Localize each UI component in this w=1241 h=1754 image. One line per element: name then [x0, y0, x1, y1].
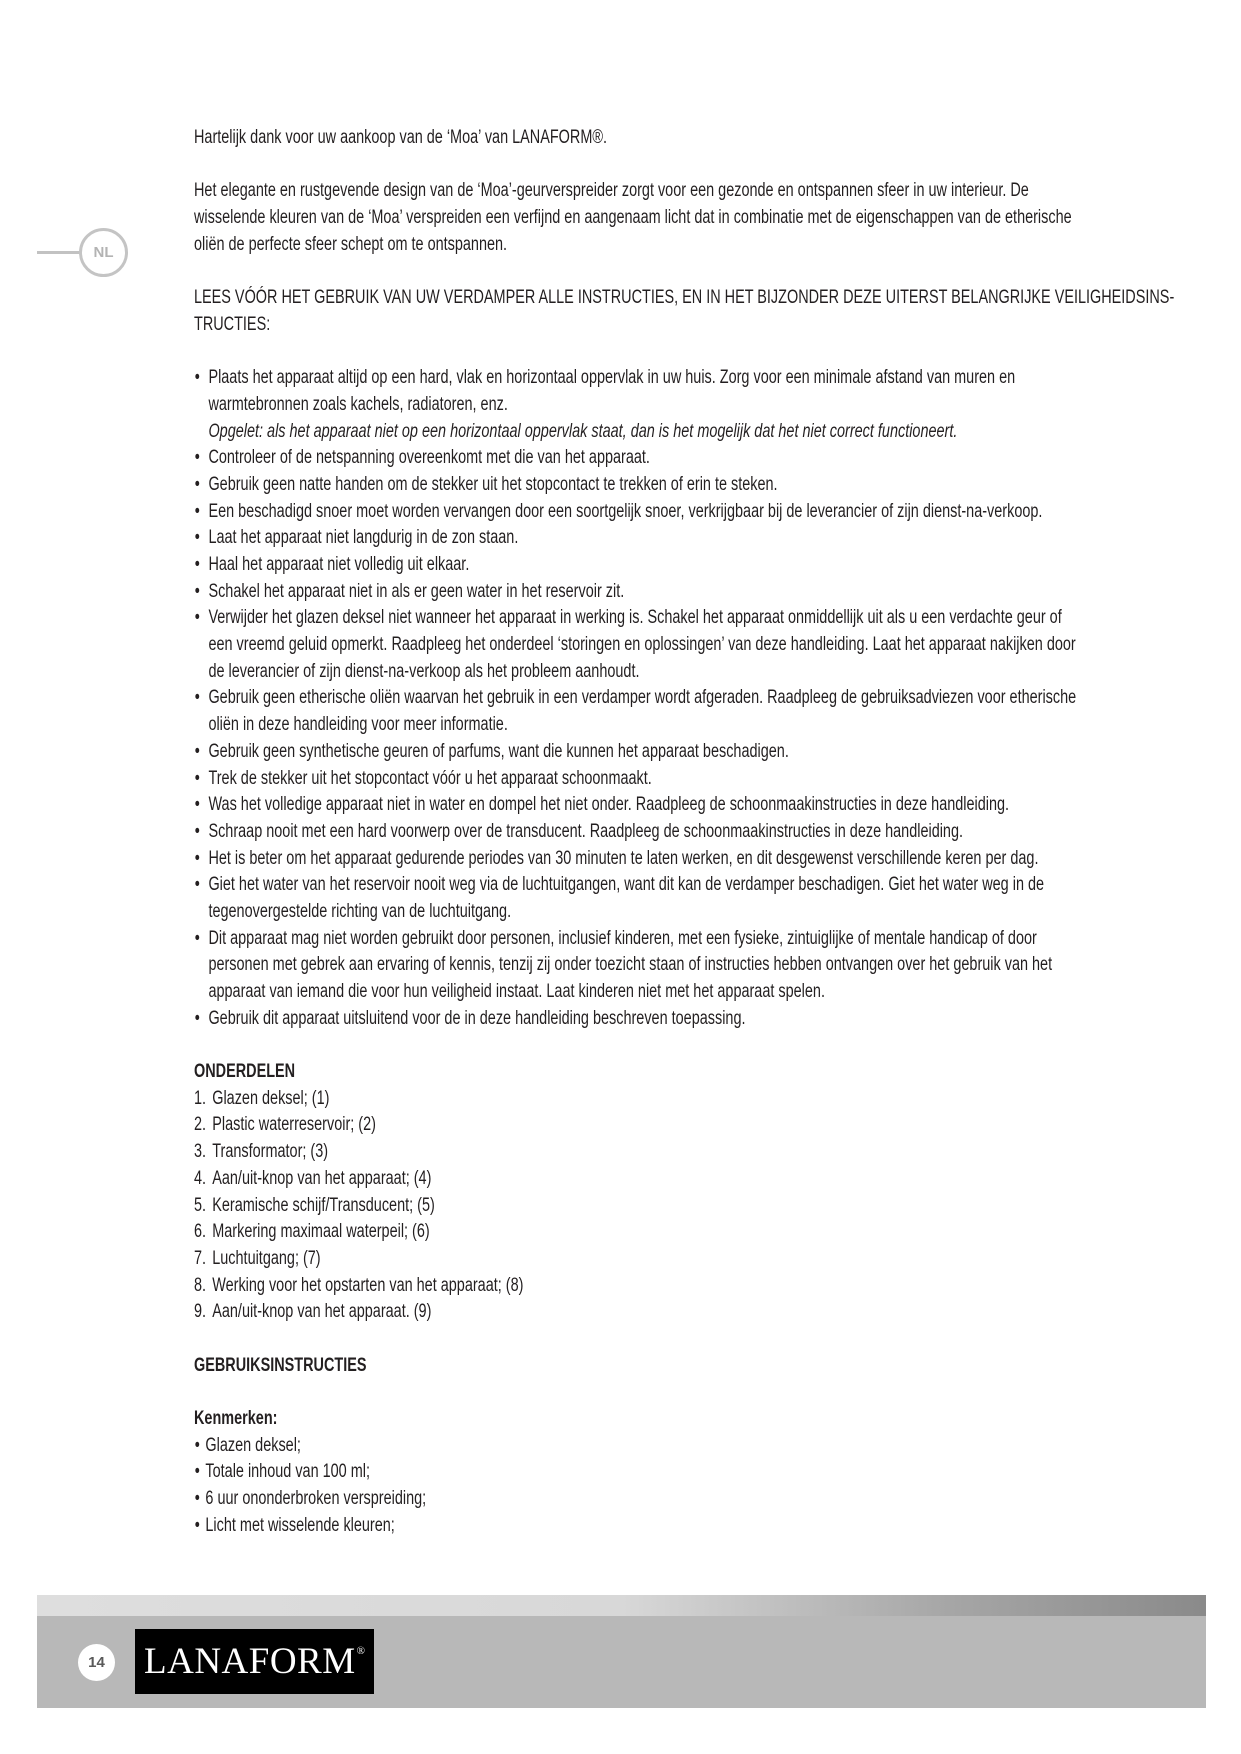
description-paragraph	[194, 178, 1136, 258]
safety-item	[194, 605, 1136, 685]
parts-label: Aan/uit-knop van het apparaat. (9)	[212, 1301, 432, 1323]
intro-text: Hartelijk dank voor uw aankoop van de ‘Moa’ van LANAFORM®.	[194, 127, 608, 148]
description-line: Het elegante en rustgevende design van de ‘Moa’-geurverspreider zorgt voor een gezonde en ontspannen sfeer in uw interieur. De	[194, 180, 1029, 202]
safety-item-line: • Gebruik geen etherische oliën waarvan het gebruik in een verdamper wordt afgeraden. Raadpleeg de gebruiksadviezen voor etherische	[208, 687, 1077, 709]
safety-item-line: • Gebruik geen synthetische geuren of parfums, want die kunnen het apparaat beschadigen.	[208, 740, 789, 762]
safety-item-line: warmtebronnen zoals kachels, radiatoren, enz.	[208, 393, 508, 415]
parts-number: 2.	[194, 1114, 207, 1136]
safety-item	[194, 926, 1136, 1006]
manual-body	[194, 125, 1175, 1539]
safety-item-line: • Schakel het apparaat niet in als er geen water in het reservoir zit.	[208, 580, 625, 602]
safety-item-line: apparaat van iemand die voor hun veiligheid instaat. Laat kinderen niet met het apparaat spelen.	[208, 981, 825, 1002]
safety-item	[194, 685, 1136, 738]
language-label: NL	[93, 244, 114, 261]
parts-number: 7.	[194, 1247, 207, 1269]
safety-heading-line: LEES VÓÓR HET GEBRUIK VAN UW VERDAMPER ALLE INSTRUCTIES, EN IN HET BIJZONDER DEZE UITERST BELANGRIJKE VEILIGHEIDSINS-	[194, 287, 1175, 309]
parts-label: Transformator; (3)	[212, 1141, 329, 1163]
safety-item	[194, 872, 1136, 925]
parts-item	[194, 1166, 1136, 1193]
usage-heading: GEBRUIKSINSTRUCTIES	[194, 1354, 367, 1376]
description-line: oliën de perfecte sfeer schept om te ontspannen.	[194, 233, 508, 255]
parts-item	[194, 1139, 1136, 1166]
safety-item-line: • Gebruik dit apparaat uitsluitend voor de in deze handleiding beschreven toepassing.	[208, 1007, 746, 1029]
page-number-badge	[78, 1644, 115, 1681]
safety-item	[194, 846, 1136, 873]
parts-item	[194, 1246, 1136, 1273]
safety-item	[194, 499, 1136, 526]
feature-item: • 6 uur ononderbroken verspreiding;	[194, 1486, 1136, 1513]
safety-list	[194, 365, 1136, 1032]
parts-number: 1.	[194, 1087, 207, 1109]
safety-item-line: • Een beschadigd snoer moet worden vervangen door een soortgelijk snoer, verkrijgbaar bij de leverancier of zijn dienst-na-verkoop.	[208, 500, 1043, 522]
features-heading: Kenmerken:	[194, 1408, 278, 1429]
safety-item-line: • Verwijder het glazen deksel niet wanneer het apparaat in werking is. Schakel het apparaat onmiddellijk uit als u een verdachte geur of	[208, 607, 1062, 629]
parts-item	[194, 1219, 1136, 1246]
safety-item-line: • Haal het apparaat niet volledig uit elkaar.	[208, 554, 470, 575]
registered-mark: ®	[356, 1645, 365, 1657]
parts-number: 6.	[194, 1221, 207, 1243]
safety-item-line: • Dit apparaat mag niet worden gebruikt door personen, inclusief kinderen, met een fysieke, zintuiglijke of mentale handicap of door	[208, 927, 1037, 949]
parts-label: Werking voor het opstarten van het apparaat; (8)	[212, 1274, 524, 1296]
safety-item	[194, 525, 1136, 552]
parts-label: Keramische schijf/Transducent; (5)	[212, 1194, 435, 1216]
safety-item-line: • Het is beter om het apparaat gedurende periodes van 30 minuten te laten werken, en dit desgewenst verschillende keren per dag.	[208, 847, 1039, 869]
safety-note: Opgelet: als het apparaat niet op een horizontaal oppervlak staat, dan is het mogelijk dat het niet correct functioneert.	[208, 420, 958, 442]
safety-item	[194, 766, 1136, 793]
safety-item	[194, 819, 1136, 846]
safety-item-line: • Was het volledige apparaat niet in water en dompel het niet onder. Raadpleeg de schoonmaakinstructies in deze handleiding.	[208, 794, 1010, 816]
parts-number: 3.	[194, 1141, 207, 1163]
safety-item-line: • Controleer of de netspanning overeenkomt met die van het apparaat.	[208, 447, 650, 469]
parts-number: 4.	[194, 1167, 207, 1189]
feature-item: • Licht met wisselende kleuren;	[194, 1513, 1136, 1540]
parts-heading: ONDERDELEN	[194, 1061, 296, 1083]
page-number: 14	[88, 1654, 105, 1671]
safety-item	[194, 792, 1136, 819]
safety-item-line: personen met gebrek aan ervaring of kennis, tenzij zij onder toezicht staan of instructies hebben ontvangen over het gebruik van het	[208, 954, 1053, 976]
safety-item-line: • Plaats het apparaat altijd op een hard, vlak en horizontaal oppervlak in uw huis. Zorg voor een minimale afstand van muren en	[208, 367, 1016, 389]
parts-number: 8.	[194, 1274, 207, 1296]
safety-heading-line: TRUCTIES:	[194, 313, 271, 335]
safety-item	[194, 472, 1136, 499]
parts-item	[194, 1112, 1136, 1139]
safety-item	[194, 739, 1136, 766]
parts-item	[194, 1193, 1136, 1220]
parts-number: 9.	[194, 1301, 207, 1323]
safety-item	[194, 365, 1136, 445]
safety-item	[194, 1006, 1136, 1033]
description-line: wisselende kleuren van de ‘Moa’ verspreiden een verfijnd en aangenaam licht dat in combinatie met de eigenschappen van de etherische	[194, 207, 1072, 229]
language-tab-line	[37, 251, 81, 254]
safety-item-line: • Giet het water van het reservoir nooit weg via de luchtuitgangen, want dit kan de verdamper beschadigen. Giet het water weg in de	[208, 874, 1045, 896]
safety-item	[194, 552, 1136, 579]
parts-item	[194, 1299, 1136, 1326]
parts-label: Glazen deksel; (1)	[212, 1087, 330, 1109]
safety-item-line: • Laat het apparaat niet langdurig in de zon staan.	[208, 527, 519, 549]
parts-label: Aan/uit-knop van het apparaat; (4)	[212, 1167, 432, 1189]
feature-item: • Glazen deksel;	[194, 1433, 1136, 1460]
safety-item-line: een vreemd geluid opmerkt. Raadpleeg het onderdeel ‘storingen en oplossingen’ van deze handleiding. Laat het apparaat nakijken door	[208, 634, 1076, 656]
safety-item-line: • Trek de stekker uit het stopcontact vóór u het apparaat schoonmaakt.	[208, 767, 652, 789]
parts-number: 5.	[194, 1194, 207, 1216]
parts-item	[194, 1273, 1136, 1300]
parts-label: Plastic waterreservoir; (2)	[212, 1114, 376, 1136]
parts-item	[194, 1086, 1136, 1113]
safety-item-line: tegenovergestelde richting van de luchtuitgang.	[208, 900, 512, 922]
safety-heading	[194, 285, 1175, 338]
safety-item-line: de leverancier of zijn dienst-na-verkoop als het probleem aanhoudt.	[208, 660, 640, 682]
language-tab	[79, 228, 128, 277]
brand-name: LANAFORM	[144, 1641, 356, 1682]
safety-item-line: oliën in deze handleiding voor meer informatie.	[208, 714, 508, 736]
feature-item: • Totale inhoud van 100 ml;	[194, 1459, 1136, 1486]
safety-item	[194, 445, 1136, 472]
safety-item	[194, 579, 1136, 606]
safety-item-line: • Gebruik geen natte handen om de stekker uit het stopcontact te trekken of erin te steken.	[208, 473, 778, 495]
parts-list	[194, 1086, 1136, 1326]
safety-item-line: • Schraap nooit met een hard voorwerp over de transducent. Raadpleeg de schoonmaakinstructies in deze handleiding.	[208, 820, 964, 842]
brand-logo	[135, 1629, 374, 1694]
parts-label: Markering maximaal waterpeil; (6)	[212, 1221, 430, 1243]
footer-strip	[37, 1595, 1206, 1616]
features-list	[194, 1433, 1136, 1540]
parts-label: Luchtuitgang; (7)	[212, 1247, 321, 1269]
